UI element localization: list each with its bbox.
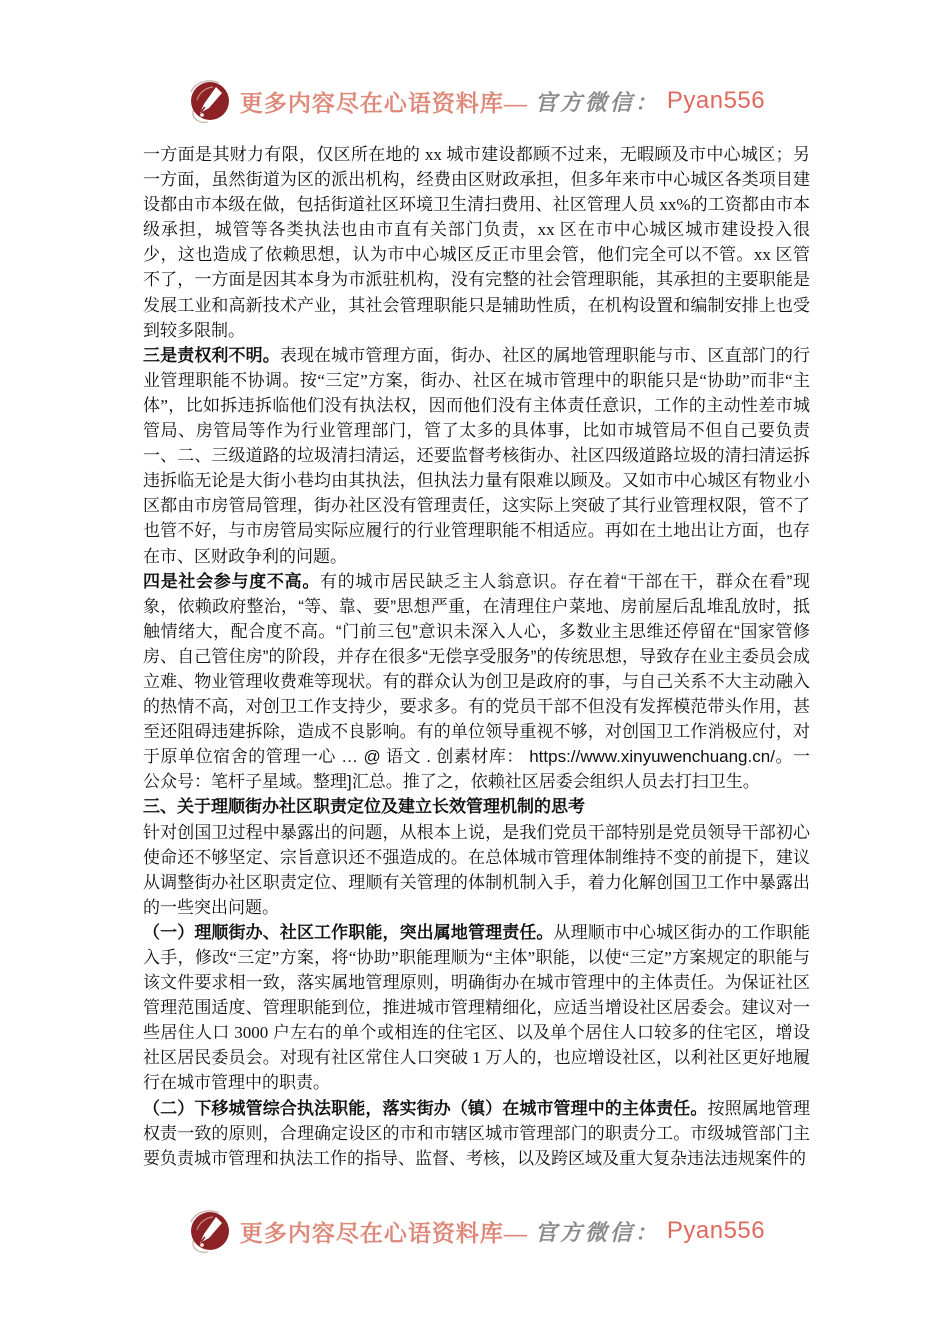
paragraph-text: 有的城市居民缺乏主人翁意识。存在着“干部在干，群众在看”现象，依赖政府整治，“等、靠、要”思想严重，在清理住户菜地、房前屋后乱堆乱放时，抵触情绪大，配合度不高。“门前三包”意识未深入人心，多数业主思维还停留在“国家管修房、自己管住房”的阶段，并存在很多“无偿享受服务”的传统思想，导致存在业主委员会成立难、物业管理收费难等现状。有的群众认为创卫是政府的事，与自己关系不大主动融入的热情不高，对创卫工作支持少，要求多。有的党员干部不但没有发挥模范带头作用，甚至还阻碍违建拆除，造成不良影响。有的单位领导重视不够，对创国卫工作消极应付，对于原单位宿舍的管理一心 … @ 语文 . 创素材库： https://www.xinyuwenchuang.cn/。一公众号：笔杆子星域。整理]汇总。推了之，依赖社区居委会组织人员去打扫卫生。 [143, 571, 811, 792]
paragraph-lead-bold-text: （二）下移城管综合执法职能，落实街办（镇）在城市管理中的主体责任。 [143, 1098, 708, 1118]
paragraph-lead-bold-text: 三、关于理顺街办社区职责定位及建立长效管理机制的思考 [143, 797, 585, 817]
pen-logo-icon [185, 76, 233, 126]
paragraph-suggestion-two [143, 1096, 810, 1171]
heading-section-three [143, 794, 810, 819]
paragraph-finance-limit [143, 142, 810, 343]
paragraph-lead-bold-text: 三是责权利不明。 [143, 345, 280, 365]
paragraph-lead-bold-text: 四是社会参与度不高。 [143, 571, 321, 591]
paragraph-point-three [143, 343, 810, 569]
page-footer [0, 1206, 950, 1256]
pen-logo-icon [185, 1206, 233, 1256]
paragraph-section-three-intro [143, 820, 810, 920]
brand-wechat-label: 官方微信： [534, 89, 660, 115]
paragraph-text: 表现在城市管理方面，街办、社区的属地管理职能与市、区直部门的行业管理职能不协调。按“三定”方案，街办、社区在城市管理中的职能只是“协助”而非“主体”，比如拆违拆临他们没有执法权，因而他们没有主体责任意识，工作的主动性差市城管局、房管局等作为行业管理部门，管了太多的具体事，比如市城管局不但自己要负责一、二、三级道路的垃圾清扫清运，还要监督考核街办、社区四级道路垃圾的清扫清运拆违拆临无论是大街小巷均由其执法，但执法力量有限难以顾及。又如市中心城区有物业小区都由市房管局管理，街办社区没有管理责任，这实际上突破了其行业管理权限，管不了也管不好，与市房管局实际应履行的行业管理职能不相适应。再如在土地出让方面，也存在市、区财政争利的问题。 [143, 345, 811, 566]
paragraph-point-four [143, 569, 810, 795]
brand-wechat-label: 官方微信： [534, 1219, 660, 1245]
paragraph-text: 按照属地管理权责一致的原则，合理确定设区的市和市辖区城市管理部门的职责分工。市级城管部门主要负责城市管理和执法工作的指导、监督、考核，以及跨区域及重大复杂违法违规案件的 [143, 1098, 811, 1168]
brand-wechat-account: Pyan556 [666, 1217, 766, 1244]
brand-wechat-account: Pyan556 [666, 87, 766, 114]
document-body [143, 142, 810, 1171]
brand-site-text: 更多内容尽在心语资料库— [239, 90, 528, 116]
paragraph-suggestion-one [143, 920, 810, 1096]
paragraph-text: 一方面是其财力有限，仅区所在地的 xx 城市建设都顾不过来，无暇顾及市中心城区；另一方面，虽然街道为区的派出机构，经费由区财政承担，但多年来市中心城区各类项目建设都由市本级在做，包括街道社区环境卫生清扫费用、社区管理人员 xx%的工资都由市本级承担，城管等各类执法也由市直有关部门负责，xx 区在市中心城区城市建设投入很少，这也造成了依赖思想，认为市中心城区反正市里会管，他们完全可以不管。xx 区管不了，一方面是因其本身为市派驻机构，没有完整的社会管理职能，其承担的主要职能是发展工业和高新技术产业，其社会管理职能只是辅助性质，在机构设置和编制安排上也受到较多限制。 [143, 145, 810, 340]
paragraph-text: 从理顺市中心城区街办的工作职能入手，修改“三定”方案，将“协助”职能理顺为“主体”职能，以使“三定”方案规定的职能与该文件要求相一致，落实属地管理原则，明确街办在城市管理中的主体责任。为保证社区管理范围适度、管理职能到位，推进城市管理精细化，应适当增设社区居委会。建议对一些居住人口 3000 户左右的单个或相连的住宅区、以及单个居住人口较多的住宅区，增设社区居民委员会。对现有社区常住人口突破 1 万人的，也应增设社区，以利社区更好地履行在城市管理中的职责。 [143, 922, 811, 1093]
page-header [0, 76, 950, 126]
paragraph-text: 针对创国卫过程中暴露出的问题，从根本上说，是我们党员干部特别是党员领导干部初心使命还不够坚定、宗旨意识还不强造成的。在总体城市管理体制维持不变的前提下，建议从调整街办社区职责定位、理顺有关管理的体制机制入手，着力化解创国卫工作中暴露出的一些突出问题。 [143, 822, 810, 917]
brand-site-text: 更多内容尽在心语资料库— [239, 1220, 528, 1246]
paragraph-lead-bold-text: （一）理顺街办、社区工作职能，突出属地管理责任。 [143, 922, 554, 942]
